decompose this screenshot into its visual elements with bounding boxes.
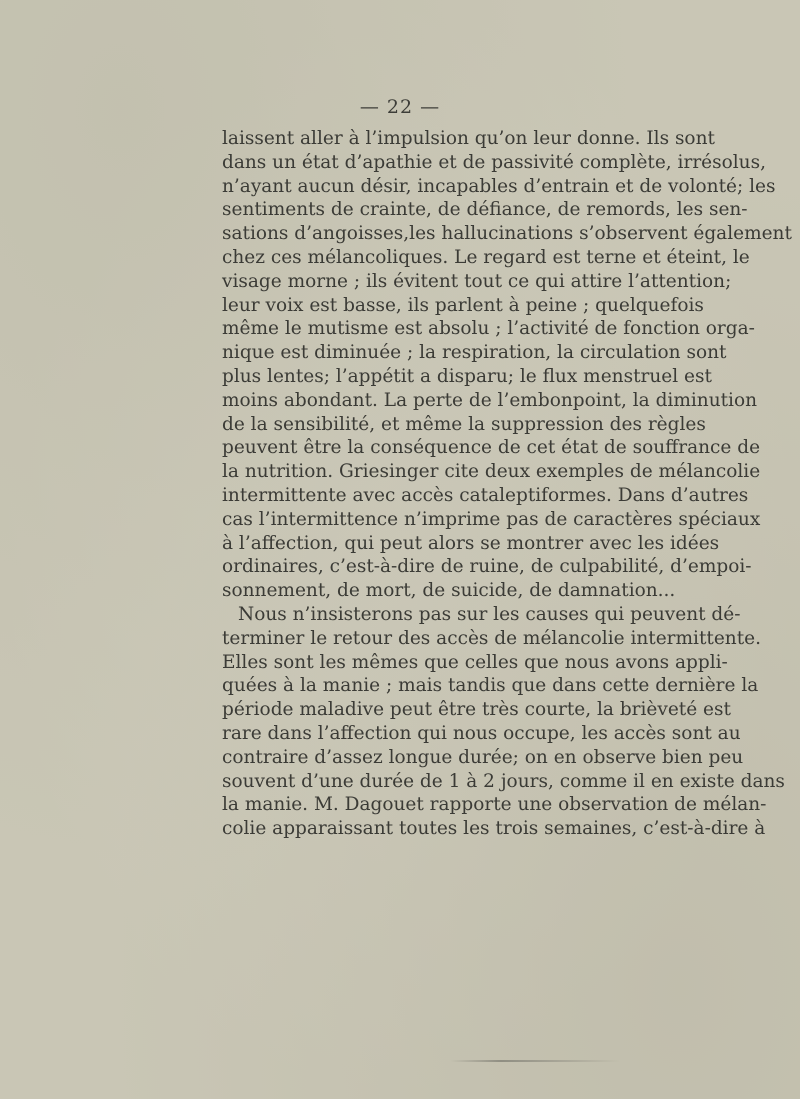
text-line: terminer le retour des accès de mélancolie intermittente. — [222, 627, 761, 649]
text-line: Nous n’insisterons pas sur les causes qui peuvent dé- — [238, 603, 741, 625]
text-line: intermittente avec accès cataleptiformes. Dans d’autres — [222, 484, 749, 506]
text-line: rare dans l’affection qui nous occupe, les accès sont au — [222, 722, 741, 744]
text-line: nique est diminuée ; la respiration, la circulation sont — [222, 342, 727, 364]
text-line: sonnement, de mort, de suicide, de damnation... — [222, 580, 676, 602]
text-line: la nutrition. Griesinger cite deux exemples de mélancolie — [222, 461, 761, 483]
text-line: visage morne ; ils évitent tout ce qui attire l’attention; — [222, 270, 732, 292]
text-line: colie apparaissant toutes les trois semaines, c’est-à-dire à — [222, 818, 766, 840]
text-line: la manie. M. Dagouet rapporte une observation de mélan- — [222, 794, 767, 816]
text-line: sations d’angoisses,les hallucinations s’observent également — [222, 223, 792, 245]
text-line: n’ayant aucun désir, incapables d’entrain et de volonté; les — [222, 175, 776, 197]
text-line: plus lentes; l’appétit a disparu; le flux menstruel est — [222, 365, 712, 387]
text-line: à l’affection, qui peut alors se montrer avec les idées — [222, 532, 720, 554]
text-line: peuvent être la conséquence de cet état de souffrance de — [222, 437, 761, 459]
text-line: de la sensibilité, et même la suppression des règles — [222, 413, 706, 435]
paragraph — [222, 127, 792, 603]
text-line: ordinaires, c’est-à-dire de ruine, de culpabilité, d’empoi- — [222, 556, 752, 578]
text-line: contraire d’assez longue durée; on en observe bien peu — [222, 746, 744, 768]
text-line: dans un état d’apathie et de passivité complète, irrésolus, — [222, 151, 766, 173]
text-line: période maladive peut être très courte, la brièveté est — [222, 699, 731, 721]
text-line: leur voix est basse, ils parlent à peine ; quelquefois — [222, 294, 704, 316]
text-line: moins abondant. La perte de l’embonpoint, la diminution — [222, 389, 758, 411]
text-line: Elles sont les mêmes que celles que nous avons appli- — [222, 651, 728, 673]
paragraph — [222, 603, 785, 841]
text-line: quées à la manie ; mais tandis que dans cette dernière la — [222, 675, 759, 697]
page-number: — 22 — — [359, 96, 441, 118]
text-line: même le mutisme est absolu ; l’activité de fonction orga- — [222, 318, 755, 340]
text-line: chez ces mélancoliques. Le regard est terne et éteint, le — [222, 246, 750, 268]
text-line: souvent d’une durée de 1 à 2 jours, comme il en existe dans — [222, 770, 785, 792]
text-line: laissent aller à l’impulsion qu’on leur donne. Ils sont — [222, 128, 715, 149]
text-line: sentiments de crainte, de défiance, de remords, les sen- — [222, 199, 748, 221]
text-line: cas l’intermittence n’imprime pas de caractères spéciaux — [222, 508, 761, 530]
body-text — [222, 127, 792, 841]
printing-smudge — [450, 1060, 620, 1062]
